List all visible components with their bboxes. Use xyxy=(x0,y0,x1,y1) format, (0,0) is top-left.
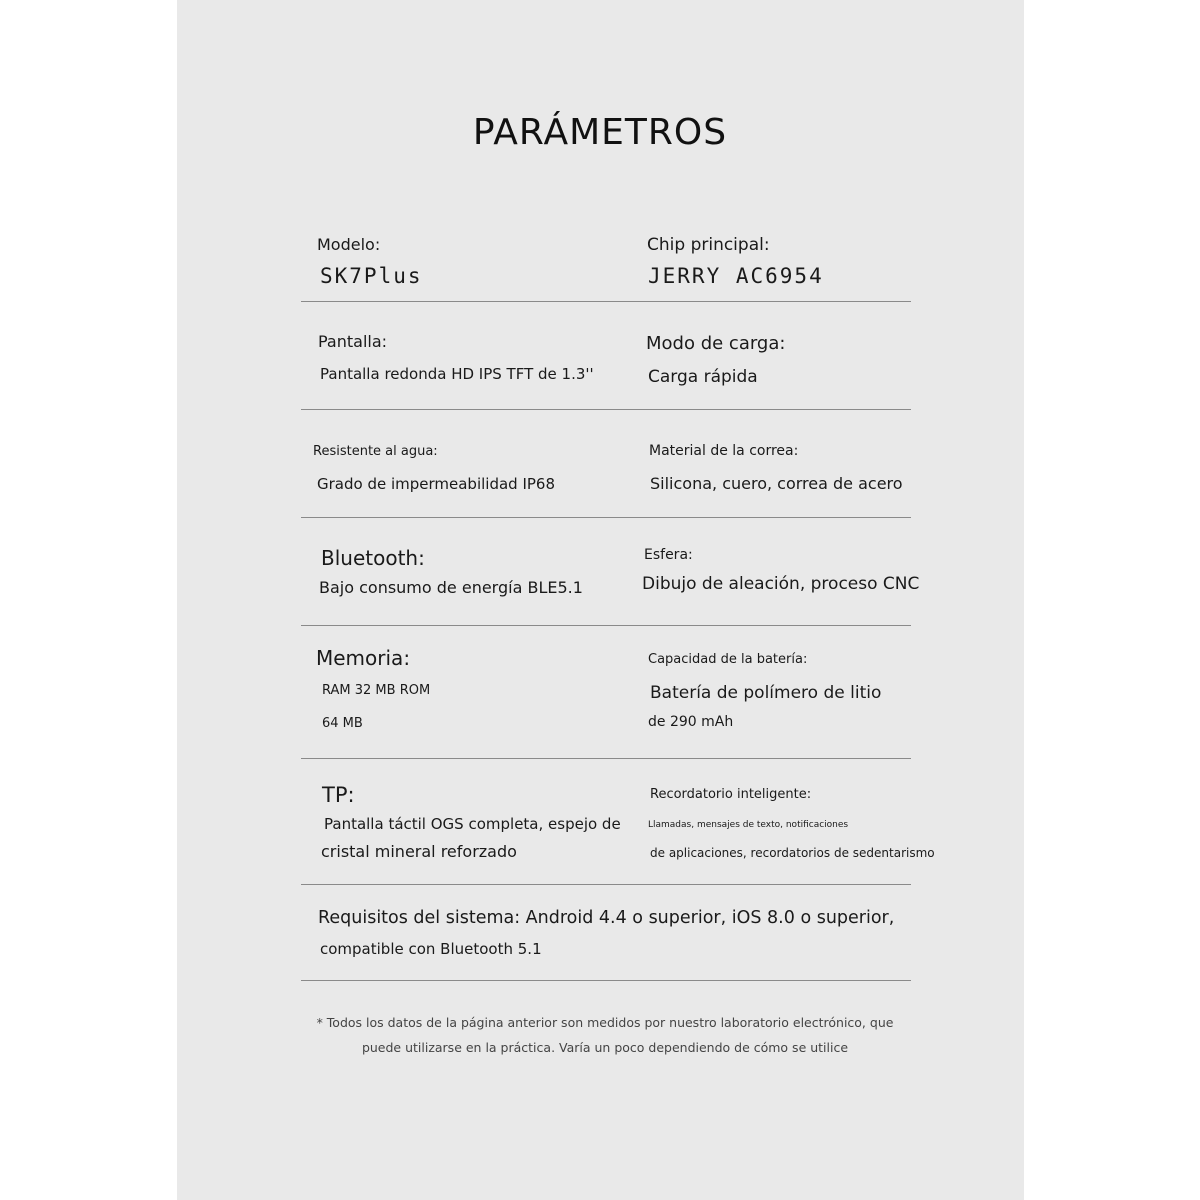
recordatorio-label: Recordatorio inteligente: xyxy=(650,787,812,802)
page-title: PARÁMETROS xyxy=(472,112,728,153)
bluetooth-value: Bajo consumo de energía BLE5.1 xyxy=(319,578,583,597)
divider xyxy=(301,625,911,626)
bateria-label: Capacidad de la batería: xyxy=(648,652,808,667)
divider xyxy=(301,409,911,410)
memoria-value-line1: RAM 32 MB ROM xyxy=(322,683,431,698)
bluetooth-label: Bluetooth: xyxy=(321,546,425,570)
modelo-label: Modelo: xyxy=(317,235,381,254)
tp-label: TP: xyxy=(322,783,355,807)
divider xyxy=(301,884,911,885)
esfera-value: Dibujo de aleación, proceso CNC xyxy=(642,574,920,594)
correa-value: Silicona, cuero, correa de acero xyxy=(650,474,903,493)
correa-label: Material de la correa: xyxy=(649,443,799,459)
footnote-line1: * Todos los datos de la página anterior son medidos por nuestro laboratorio electrónico, que xyxy=(316,1015,894,1030)
modelo-value: SK7Plus xyxy=(320,264,423,288)
divider xyxy=(301,301,911,302)
requirements-line2: compatible con Bluetooth 5.1 xyxy=(320,940,542,958)
recordatorio-value-line2: de aplicaciones, recordatorios de sedentarismo xyxy=(650,846,935,860)
carga-value: Carga rápida xyxy=(648,367,758,387)
recordatorio-value-line1: Llamadas, mensajes de texto, notificaciones xyxy=(648,820,849,830)
tp-value-line2: cristal mineral reforzado xyxy=(321,842,517,861)
requirements-line1: Requisitos del sistema: Android 4.4 o superior, iOS 8.0 o superior, xyxy=(318,908,895,928)
bateria-value-line2: de 290 mAh xyxy=(648,714,734,730)
bateria-value-line1: Batería de polímero de litio xyxy=(650,683,882,703)
carga-label: Modo de carga: xyxy=(646,333,786,354)
memoria-value-line2: 64 MB xyxy=(322,716,363,731)
memoria-label: Memoria: xyxy=(316,646,411,670)
divider xyxy=(301,758,911,759)
divider xyxy=(301,980,911,981)
chip-label: Chip principal: xyxy=(647,235,770,255)
agua-value: Grado de impermeabilidad IP68 xyxy=(317,475,556,493)
divider xyxy=(301,517,911,518)
esfera-label: Esfera: xyxy=(644,547,693,563)
footnote-line2: puede utilizarse en la práctica. Varía un poco dependiendo de cómo se utilice xyxy=(361,1040,849,1055)
pantalla-value: Pantalla redonda HD IPS TFT de 1.3'' xyxy=(320,365,594,383)
agua-label: Resistente al agua: xyxy=(313,444,438,459)
chip-value: JERRY AC6954 xyxy=(648,264,824,288)
tp-value-line1: Pantalla táctil OGS completa, espejo de xyxy=(324,815,621,833)
pantalla-label: Pantalla: xyxy=(318,332,388,351)
